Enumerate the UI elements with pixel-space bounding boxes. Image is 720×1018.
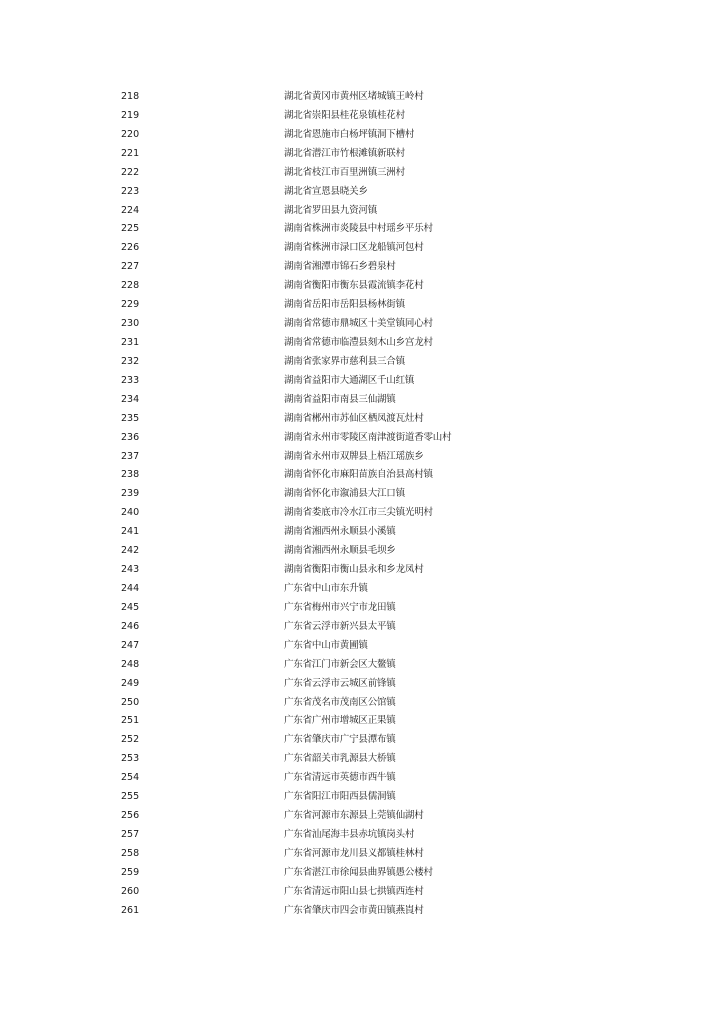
list-row — [0, 694, 720, 713]
row-number: 223 — [121, 185, 140, 197]
list-row — [0, 864, 720, 883]
row-number: 260 — [121, 885, 140, 897]
place-name: 湖南省岳阳市岳阳县杨林街镇 — [284, 299, 405, 311]
place-name: 广东省中山市东升镇 — [284, 582, 368, 594]
list-row — [0, 675, 720, 694]
list-row — [0, 561, 720, 580]
row-number: 253 — [121, 753, 140, 765]
list-row — [0, 883, 720, 902]
place-name: 湖南省湘西州永顺县毛坝乡 — [284, 545, 396, 557]
list-row — [0, 277, 720, 296]
row-number: 247 — [121, 639, 140, 651]
row-number: 227 — [121, 261, 140, 273]
row-number: 225 — [121, 223, 140, 235]
row-number: 257 — [121, 828, 140, 840]
row-number: 241 — [121, 526, 140, 538]
list-row — [0, 637, 720, 656]
list-row — [0, 504, 720, 523]
list-row — [0, 429, 720, 448]
list-row — [0, 845, 720, 864]
list-row — [0, 107, 720, 126]
row-number: 256 — [121, 810, 140, 822]
place-name: 湖南省常德市鼎城区十美堂镇同心村 — [284, 318, 433, 330]
place-name: 湖南省益阳市南县三仙湖镇 — [284, 393, 396, 405]
list-row — [0, 580, 720, 599]
row-number: 226 — [121, 242, 140, 254]
row-number: 240 — [121, 507, 140, 519]
row-number: 254 — [121, 772, 140, 784]
list-row — [0, 826, 720, 845]
place-name: 湖北省罗田县九资河镇 — [284, 204, 378, 216]
place-name: 湖南省张家界市慈利县三合镇 — [284, 355, 405, 367]
list-row — [0, 618, 720, 637]
row-number: 242 — [121, 545, 140, 557]
list-row — [0, 448, 720, 467]
list-row — [0, 315, 720, 334]
list-row — [0, 258, 720, 277]
list-row — [0, 372, 720, 391]
row-number: 252 — [121, 734, 140, 746]
place-name: 湖南省衡阳市衡山县永和乡龙凤村 — [284, 564, 424, 576]
place-name: 湖南省湘潭市锦石乡碧泉村 — [284, 261, 396, 273]
place-name: 湖南省怀化市麻阳苗族自治县高村镇 — [284, 469, 433, 481]
row-number: 250 — [121, 696, 140, 708]
row-number: 246 — [121, 620, 140, 632]
row-number: 224 — [121, 204, 140, 216]
list-row — [0, 712, 720, 731]
row-number: 233 — [121, 374, 140, 386]
list-row — [0, 183, 720, 202]
row-number: 238 — [121, 469, 140, 481]
list-row — [0, 220, 720, 239]
place-name: 广东省清远市英德市西牛镇 — [284, 772, 396, 784]
place-name: 广东省清远市阳山县七拱镇西连村 — [284, 885, 424, 897]
row-number: 230 — [121, 318, 140, 330]
place-name: 广东省汕尾海丰县赤坑镇岗头村 — [284, 828, 415, 840]
place-name: 湖南省株洲市炎陵县中村瑶乡平乐村 — [284, 223, 433, 235]
list-row — [0, 164, 720, 183]
row-number: 251 — [121, 715, 140, 727]
row-number: 237 — [121, 450, 140, 462]
place-name: 广东省河源市东源县上莞镇仙湖村 — [284, 810, 424, 822]
row-number: 221 — [121, 147, 140, 159]
row-number: 259 — [121, 866, 140, 878]
row-number: 232 — [121, 355, 140, 367]
row-number: 228 — [121, 280, 140, 292]
row-number: 245 — [121, 601, 140, 613]
place-name: 湖南省永州市零陵区南津渡街道香零山村 — [284, 431, 452, 443]
place-name: 湖南省常德市临澧县刻木山乡宫龙村 — [284, 336, 433, 348]
place-name: 广东省肇庆市四会市黄田镇燕崀村 — [284, 904, 424, 916]
list-row — [0, 239, 720, 258]
place-name: 湖南省娄底市冷水江市三尖镇光明村 — [284, 507, 433, 519]
list-row — [0, 731, 720, 750]
list-row — [0, 485, 720, 504]
place-name: 湖南省衡阳市衡东县霞流镇李花村 — [284, 280, 424, 292]
row-number: 219 — [121, 109, 140, 121]
row-number: 220 — [121, 128, 140, 140]
row-number: 249 — [121, 677, 140, 689]
list-row — [0, 542, 720, 561]
row-number: 243 — [121, 564, 140, 576]
place-name: 广东省江门市新会区大鳌镇 — [284, 658, 396, 670]
row-number: 239 — [121, 488, 140, 500]
list-row — [0, 410, 720, 429]
place-name: 广东省云浮市云城区前锋镇 — [284, 677, 396, 689]
list-row — [0, 126, 720, 145]
list-row — [0, 902, 720, 921]
list-row — [0, 769, 720, 788]
list-row — [0, 656, 720, 675]
row-number: 258 — [121, 847, 140, 859]
list-row — [0, 807, 720, 826]
list-row — [0, 296, 720, 315]
list-row — [0, 599, 720, 618]
place-name: 湖北省潜江市竹根滩镇新联村 — [284, 147, 405, 159]
list-row — [0, 750, 720, 769]
place-name: 湖北省黄冈市黄州区堵城镇王岭村 — [284, 91, 424, 102]
place-name: 湖南省株洲市渌口区龙船镇河包村 — [284, 242, 424, 254]
list-row — [0, 466, 720, 485]
place-name: 湖南省怀化市溆浦县大江口镇 — [284, 488, 405, 500]
row-number: 261 — [121, 904, 140, 916]
place-name: 湖南省郴州市苏仙区栖凤渡瓦灶村 — [284, 412, 424, 424]
place-name: 湖北省恩施市白杨坪镇洞下槽村 — [284, 128, 415, 140]
village-list — [0, 88, 720, 921]
row-number: 255 — [121, 791, 140, 803]
place-name: 广东省肇庆市广宁县潭布镇 — [284, 734, 396, 746]
place-name: 广东省韶关市乳源县大桥镇 — [284, 753, 396, 765]
list-row — [0, 391, 720, 410]
row-number: 236 — [121, 431, 140, 443]
place-name: 湖北省崇阳县桂花泉镇桂花村 — [284, 109, 405, 121]
place-name: 广东省中山市黄圃镇 — [284, 639, 368, 651]
row-number: 222 — [121, 166, 140, 178]
list-row — [0, 202, 720, 221]
row-number: 248 — [121, 658, 140, 670]
place-name: 湖北省枝江市百里洲镇三洲村 — [284, 166, 405, 178]
row-number: 235 — [121, 412, 140, 424]
list-row — [0, 788, 720, 807]
row-number: 218 — [121, 91, 140, 102]
list-row — [0, 88, 720, 107]
row-number: 244 — [121, 582, 140, 594]
list-row — [0, 145, 720, 164]
list-row — [0, 334, 720, 353]
list-row — [0, 523, 720, 542]
row-number: 229 — [121, 299, 140, 311]
place-name: 广东省河源市龙川县义都镇桂林村 — [284, 847, 424, 859]
place-name: 广东省阳江市阳西县儒洞镇 — [284, 791, 396, 803]
place-name: 湖北省宣恩县晓关乡 — [284, 185, 368, 197]
row-number: 231 — [121, 336, 140, 348]
place-name: 湖南省永州市双牌县上梧江瑶族乡 — [284, 450, 424, 462]
place-name: 湖南省湘西州永顺县小溪镇 — [284, 526, 396, 538]
place-name: 广东省梅州市兴宁市龙田镇 — [284, 601, 396, 613]
place-name: 广东省云浮市新兴县太平镇 — [284, 620, 396, 632]
place-name: 广东省湛江市徐闻县曲界镇愚公楼村 — [284, 866, 433, 878]
row-number: 234 — [121, 393, 140, 405]
place-name: 湖南省益阳市大通湖区千山红镇 — [284, 374, 415, 386]
place-name: 广东省茂名市茂南区公馆镇 — [284, 696, 396, 708]
place-name: 广东省广州市增城区正果镇 — [284, 715, 396, 727]
list-row — [0, 353, 720, 372]
